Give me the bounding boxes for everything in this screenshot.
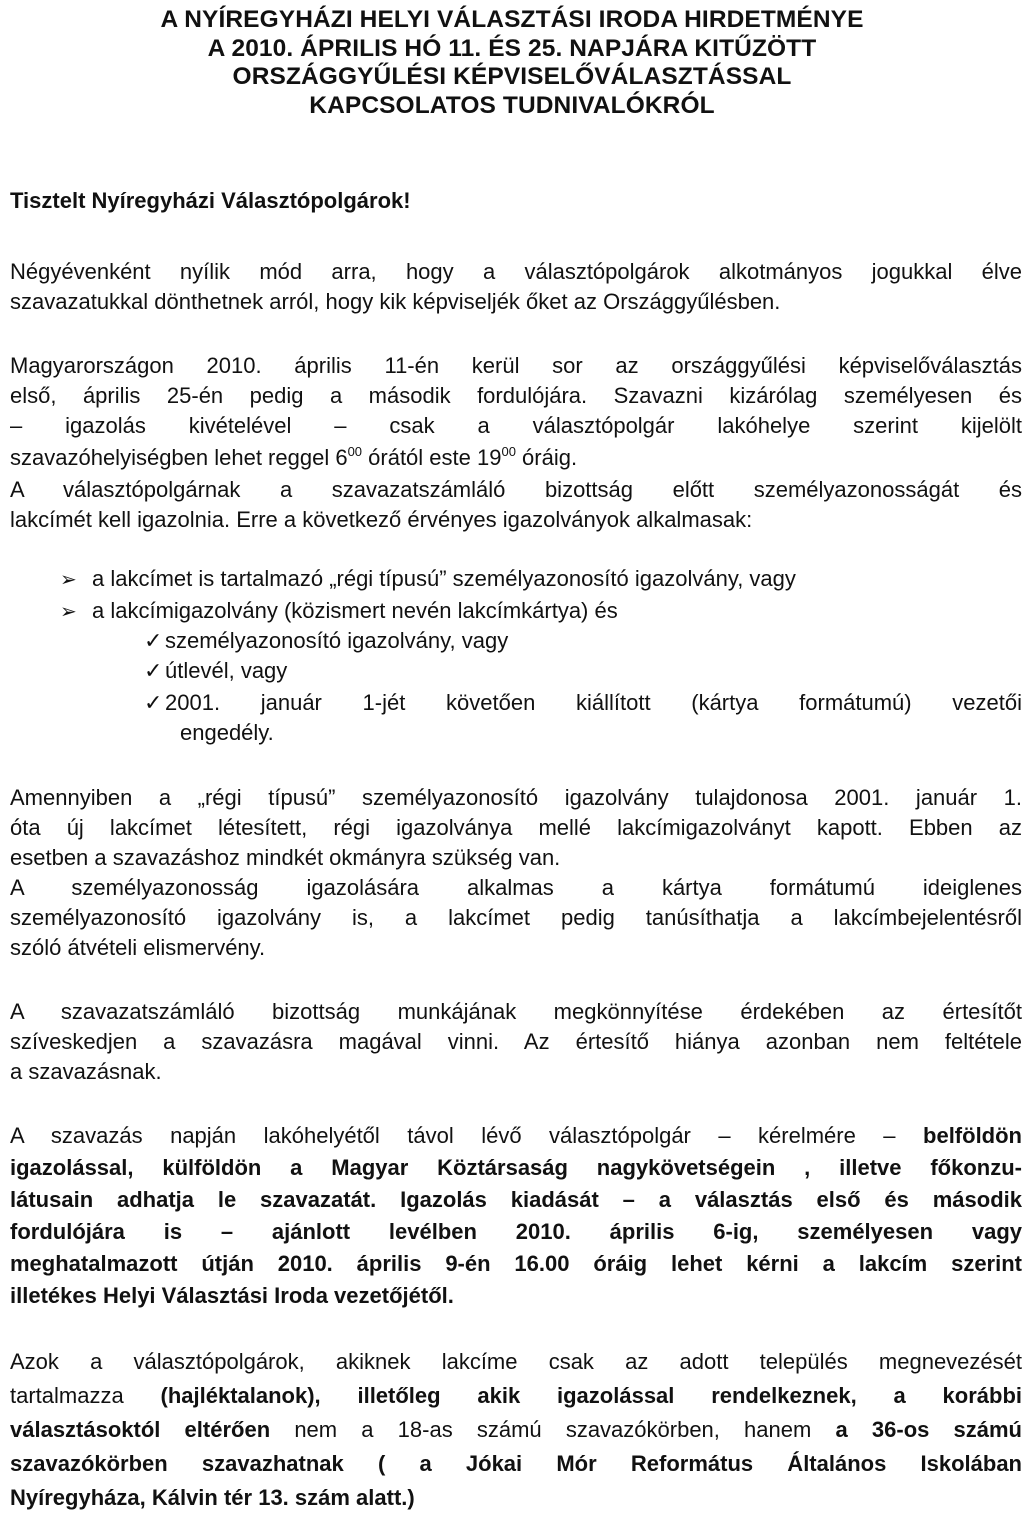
notice-title	[0, 6, 1024, 120]
sub-list-item-continuation: engedély.	[180, 720, 274, 745]
paragraph-line: szavazatukkal dönthetnek arról, hogy kik képviseljék őket az Országgyűlésben.	[10, 289, 781, 314]
sub-list-item	[144, 658, 287, 684]
title-line: A NYÍREGYHÁZI HELYI VÁLASZTÁSI IRODA HIRDETMÉNYE	[160, 6, 864, 33]
list-item	[60, 566, 796, 592]
paragraph-line: – igazolás kivételével – csak a választópolgár lakóhelye szerint kijelölt	[10, 413, 1022, 438]
paragraph-line: esetben a szavazáshoz mindkét okmányra szükség van.	[10, 845, 561, 870]
title-line: KAPCSOLATOS TUDNIVALÓKRÓL	[309, 91, 715, 119]
paragraph-line: szíveskedjen a szavazásra magával vinni. Az értesítő hiánya azonban nem feltétele	[10, 1029, 1022, 1054]
arrow-bullet-icon: ➢	[60, 601, 77, 623]
text-span: választásoktól eltérően	[10, 1417, 271, 1442]
text-span: belföldön	[923, 1123, 1022, 1148]
paragraph-line: Amennyiben a „régi típusú” személyazonosító igazolvány tulajdonosa 2001. január 1.	[10, 785, 1022, 810]
paragraph-line: első, április 25-én pedig a második fordulójára. Szavazni kizárólag személyesen és	[10, 383, 1022, 408]
text-span: szavazóhelyiségben lehet reggel 6	[10, 445, 348, 470]
sub-list-item-text: személyazonosító igazolvány, vagy	[165, 628, 509, 653]
paragraph-line: lakcímét kell igazolnia. Erre a következő érvényes igazolványok alkalmasak:	[10, 507, 753, 532]
text-span: (hajléktalanok), illetőleg akik igazolással rendelkeznek, a korábbi	[160, 1383, 1022, 1408]
paragraph-line: fordulójára is – ajánlott levélben 2010. április 6-ig, személyesen vagy	[10, 1219, 1022, 1244]
paragraph-line	[10, 445, 577, 471]
checkmark-icon: ✓	[144, 658, 163, 683]
paragraph-line: illetékes Helyi Választási Iroda vezetőjétől.	[10, 1283, 454, 1308]
paragraph-line: A szavazatszámláló bizottság munkájának megkönnyítése érdekében az értesítőt	[10, 999, 1022, 1024]
title-line: ORSZÁGGYŰLÉSI KÉPVISELŐVÁLASZTÁSSAL	[232, 63, 792, 90]
paragraph-line: A választópolgárnak a szavazatszámláló bizottság előtt személyazonosságát és	[10, 477, 1022, 502]
sub-list-item-text: 2001. január 1-jét követően kiállított (kártya formátumú) vezetői	[165, 690, 1022, 715]
paragraph-line	[10, 1123, 1022, 1149]
checkmark-icon: ✓	[144, 690, 163, 715]
superscript: 00	[347, 444, 363, 459]
sub-list-item-text: útlevél, vagy	[165, 658, 288, 683]
paragraph-line: látusain adhatja le szavazatát. Igazolás kiadását – a választás első és második	[10, 1187, 1022, 1212]
paragraph-line: személyazonosító igazolvány is, a lakcímet pedig tanúsíthatja a lakcímbejelentésről	[10, 905, 1022, 930]
paragraph-line	[10, 1417, 1022, 1443]
superscript: 00	[501, 444, 516, 459]
text-span: a 36-os számú	[835, 1417, 1022, 1442]
text-span: A szavazás napján lakóhelyétől távol lévő választópolgár – kérelmére –	[10, 1123, 924, 1148]
text-span: óráig.	[515, 445, 578, 470]
list-item-text: a lakcímigazolvány (közismert nevén lakcímkártya) és	[92, 598, 618, 623]
text-span: órától este 19	[362, 445, 502, 470]
paragraph-line: Azok a választópolgárok, akiknek lakcíme csak az adott település megnevezését	[10, 1349, 1022, 1374]
paragraph-line	[10, 1383, 1022, 1409]
paragraph-line: a szavazásnak.	[10, 1059, 162, 1084]
paragraph-line: meghatalmazott útján 2010. április 9-én 16.00 óráig lehet kérni a lakcím szerint	[10, 1251, 1022, 1276]
paragraph-line: igazolással, külföldön a Magyar Köztársaság nagykövetségein , illetve főkonzu-	[10, 1155, 1022, 1180]
list-item-text: a lakcímet is tartalmazó „régi típusú” személyazonosító igazolvány, vagy	[92, 566, 796, 591]
text-span: nem a 18-as számú szavazókörben, hanem	[270, 1417, 836, 1442]
paragraph-line: Nyíregyháza, Kálvin tér 13. szám alatt.)	[10, 1485, 415, 1510]
greeting: Tisztelt Nyíregyházi Választópolgárok!	[10, 188, 411, 213]
paragraph-line: Magyarországon 2010. április 11-én kerül sor az országgyűlési képviselőválasztás	[10, 353, 1022, 378]
list-item	[60, 598, 618, 624]
checkmark-icon: ✓	[144, 628, 163, 653]
paragraph-line: Négyévenként nyílik mód arra, hogy a választópolgárok alkotmányos jogukkal élve	[10, 259, 1022, 284]
arrow-bullet-icon: ➢	[60, 569, 77, 591]
paragraph-line: óta új lakcímet létesített, régi igazolványa mellé lakcímigazolványt kapott. Ebben az	[10, 815, 1022, 840]
paragraph-line: szóló átvételi elismervény.	[10, 935, 266, 960]
text-span: tartalmazza	[10, 1383, 161, 1408]
paragraph-line: A személyazonosság igazolására alkalmas a kártya formátumú ideiglenes	[10, 875, 1022, 900]
paragraph-line: szavazókörben szavazhatnak ( a Jókai Mór Református Általános Iskolában	[10, 1451, 1022, 1476]
title-line: A 2010. ÁPRILIS HÓ 11. ÉS 25. NAPJÁRA KITŰZÖTT	[207, 34, 817, 62]
sub-list-item	[144, 628, 508, 654]
